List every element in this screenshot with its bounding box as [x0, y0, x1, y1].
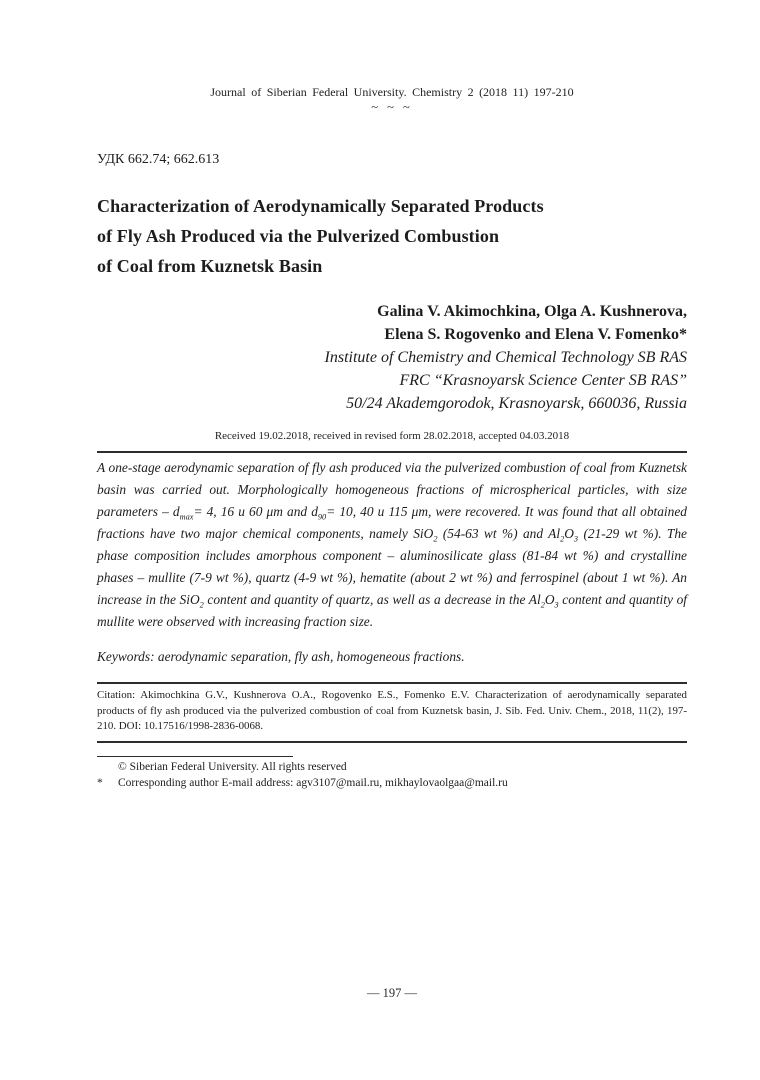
affiliation-institute: Institute of Chemistry and Chemical Technology SB RAS: [324, 349, 687, 366]
tilde-separator: ~ ~ ~: [371, 100, 413, 114]
affiliation-address: 50/24 Akademgorodok, Krasnoyarsk, 660036, Russia: [346, 395, 687, 412]
udk-code: УДК 662.74; 662.613: [97, 152, 220, 167]
abstract-top-rule: [97, 451, 687, 453]
corresponding-author-note: [97, 776, 687, 791]
page-number: — 197 —: [367, 986, 417, 1000]
authors-line-1: Galina V. Akimochkina, Olga A. Kushnerova,: [377, 303, 687, 320]
article-title-line-1: Characterization of Aerodynamically Separated Products: [97, 196, 544, 216]
article-title-line-2: of Fly Ash Produced via the Pulverized Combustion: [97, 226, 500, 246]
article-title: [97, 191, 687, 281]
journal-header: Journal of Siberian Federal University. Chemistry 2 (2018 11) 197-210: [210, 85, 574, 99]
received-dates: Received 19.02.2018, received in revised form 28.02.2018, accepted 04.03.2018: [214, 430, 570, 442]
affiliation-frc: FRC “Krasnoyarsk Science Center SB RAS”: [399, 372, 687, 389]
affiliation: [97, 346, 687, 415]
authors-line-2: Elena S. Rogovenko and Elena V. Fomenko*: [384, 325, 687, 343]
authors-list: [97, 301, 687, 346]
keywords-line: Keywords: aerodynamic separation, fly ash, homogeneous fractions.: [97, 649, 465, 664]
copyright-notice: © Siberian Federal University. All rights reserved: [118, 761, 347, 773]
abstract-text: A one-stage aerodynamic separation of fly ash produced via the pulverized combustion of coal from Kuznetsk basin was carried out. Morphologically homogeneous fractions of microspherical particles, with size parameters – $d_{max}= 4$, 16 и 60 μm and $d_{90}= 10$, 40 и 115 μm, were recovered. It was found that all obtained fractions have two major chemical components, namely SiO$_2$ (54-63 wt %) and $Al_2O_3$ (21-29 wt %). The phase composition includes amorphous component – aluminosilicate glass (81-84 wt %) and crystalline phases – mullite (7-9 wt %), quartz (4-9 wt %), hematite (about 2 wt %) and ferrospinel (about 1 wt %). An increase in the SiO$_2$ content and quantity of quartz, as well as a decrease in the $Al_2O_3$ content and quantity of mullite were observed with increasing fraction size.: [97, 460, 688, 629]
article-title-line-3: of Coal from Kuznetsk Basin: [97, 256, 323, 276]
footnote-separator-rule: [97, 756, 293, 757]
footnote-asterisk-marker: *: [97, 777, 103, 789]
corresponding-author-text: Corresponding author E-mail address: agv3107@mail.ru, mikhaylovaolgaa@mail.ru: [118, 777, 508, 789]
citation-block: Citation: Akimochkina G.V., Kushnerova O.A., Rogovenko E.S., Fomenko E.V. Characterization of aerodynamically separated products of fly ash produced via the pulverized combustion of coal from Kuznetsk basin, J. Sib. Fed. Univ. Chem., 2018, 11(2), 197-210. DOI: 10.17516/1998-2836-0068.: [97, 682, 687, 743]
